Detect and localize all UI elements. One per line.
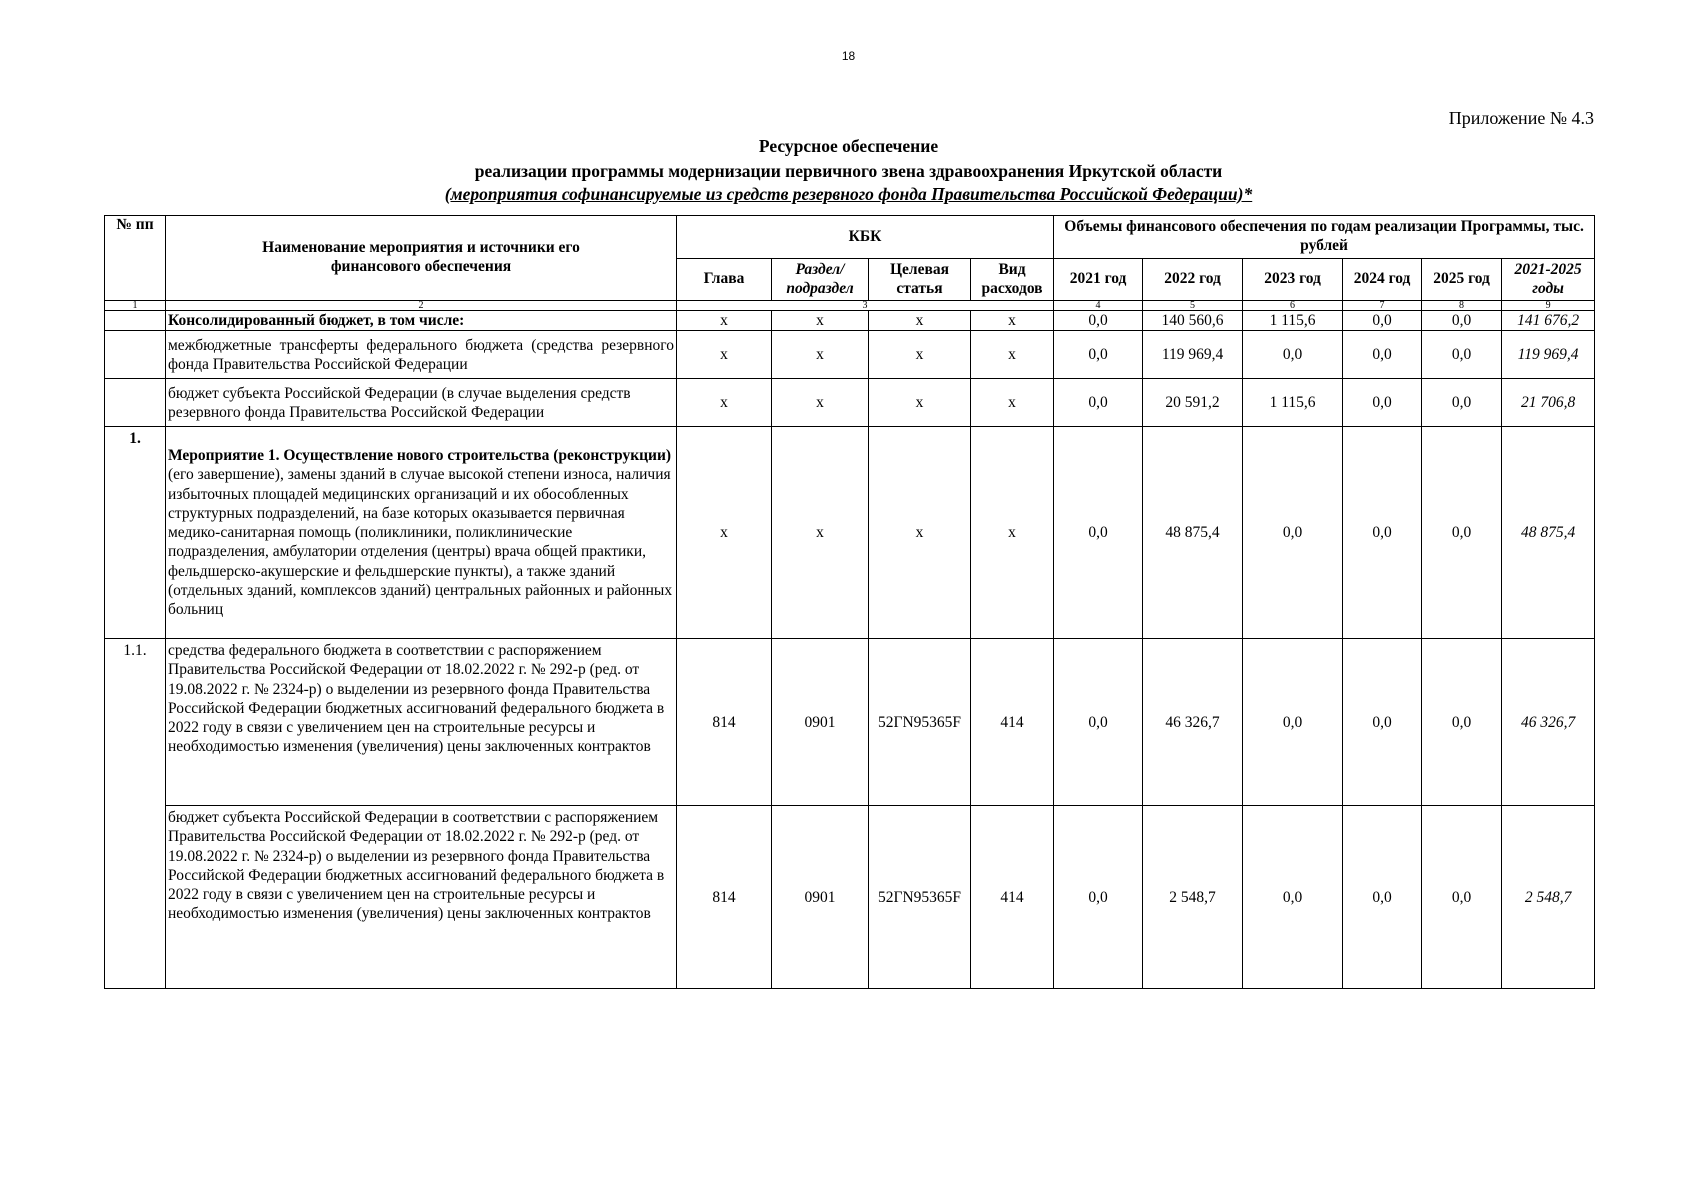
row-razdel: х bbox=[772, 311, 869, 331]
row-2025: 0,0 bbox=[1422, 806, 1502, 989]
row-num bbox=[105, 379, 166, 427]
header-num: № пп bbox=[105, 216, 166, 301]
row-2023: 1 115,6 bbox=[1243, 379, 1343, 427]
row-2023: 0,0 bbox=[1243, 331, 1343, 379]
row-num: 1. bbox=[105, 427, 166, 639]
row-razdel: х bbox=[772, 379, 869, 427]
row-total: 141 676,2 bbox=[1502, 311, 1595, 331]
row-2024: 0,0 bbox=[1343, 331, 1422, 379]
row-vid: х bbox=[971, 379, 1054, 427]
table-row bbox=[105, 379, 1595, 427]
row-num bbox=[105, 311, 166, 331]
row-vid: х bbox=[971, 427, 1054, 639]
row-name: бюджет субъекта Российской Федерации в соответствии с распоряжением Правительства Российской Федерации от 18.02.2022 г. № 292-р (ред. от 19.08.2022 г. № 2324-р) о выделении из резервного фонда Правительства Российской Федерации бюджетных ассигнований федерального бюджета в 2022 году в связи с увеличением цен на строительные ресурсы и необходимостью изменения (увеличения) цены заключенных контрактов bbox=[166, 806, 677, 989]
row-2024: 0,0 bbox=[1343, 427, 1422, 639]
row-2025: 0,0 bbox=[1422, 639, 1502, 806]
row-2025: 0,0 bbox=[1422, 427, 1502, 639]
row-razdel: х bbox=[772, 331, 869, 379]
header-vid: Вид расходов bbox=[971, 259, 1054, 301]
row-celevaya: х bbox=[869, 427, 971, 639]
row-vid: х bbox=[971, 331, 1054, 379]
row-razdel: х bbox=[772, 427, 869, 639]
row-2022: 46 326,7 bbox=[1143, 639, 1243, 806]
row-2023: 0,0 bbox=[1243, 806, 1343, 989]
header-glava: Глава bbox=[677, 259, 772, 301]
row-num: 1.1. bbox=[105, 639, 166, 989]
header-total: 2021-2025 годы bbox=[1502, 259, 1595, 301]
table-row bbox=[105, 639, 1595, 806]
row-2025: 0,0 bbox=[1422, 379, 1502, 427]
column-number-row bbox=[105, 301, 1595, 311]
column-number: 7 bbox=[1343, 301, 1422, 311]
header-name: Наименование мероприятия и источники его финансового обеспечения bbox=[166, 216, 677, 301]
row-vid: 414 bbox=[971, 639, 1054, 806]
row-2024: 0,0 bbox=[1343, 639, 1422, 806]
row-2021: 0,0 bbox=[1054, 331, 1143, 379]
row-glava: 814 bbox=[677, 806, 772, 989]
row-2024: 0,0 bbox=[1343, 311, 1422, 331]
document-subtitle-note: (мероприятия софинансируемые из средств резервного фонда Правительства Российской Федерации)* bbox=[444, 184, 1253, 204]
row-name: средства федерального бюджета в соответствии с распоряжением Правительства Российской Федерации от 18.02.2022 г. № 292-р (ред. от 19.08.2022 г. № 2324-р) о выделении из резервного фонда Правительства Российской Федерации бюджетных ассигнований федерального бюджета в 2022 году в связи с увеличением цен на строительные ресурсы и необходимостью изменения (увеличения) цены заключенных контрактов bbox=[166, 639, 677, 806]
row-total: 21 706,8 bbox=[1502, 379, 1595, 427]
header-2023: 2023 год bbox=[1243, 259, 1343, 301]
column-number: 2 bbox=[166, 301, 677, 311]
table-row bbox=[105, 806, 1595, 989]
row-2024: 0,0 bbox=[1343, 379, 1422, 427]
row-celevaya: х bbox=[869, 311, 971, 331]
row-glava: х bbox=[677, 427, 772, 639]
row-2023: 0,0 bbox=[1243, 639, 1343, 806]
row-total: 2 548,7 bbox=[1502, 806, 1595, 989]
row-2022: 140 560,6 bbox=[1143, 311, 1243, 331]
row-vid: 414 bbox=[971, 806, 1054, 989]
row-num bbox=[105, 331, 166, 379]
page-number: 18 bbox=[841, 49, 856, 63]
row-2022: 20 591,2 bbox=[1143, 379, 1243, 427]
appendix-label: Приложение № 4.3 bbox=[1448, 108, 1594, 128]
row-total: 46 326,7 bbox=[1502, 639, 1595, 806]
table-row bbox=[105, 311, 1595, 331]
row-vid: х bbox=[971, 311, 1054, 331]
column-number: 4 bbox=[1054, 301, 1143, 311]
row-2024: 0,0 bbox=[1343, 806, 1422, 989]
header-2024: 2024 год bbox=[1343, 259, 1422, 301]
row-total: 48 875,4 bbox=[1502, 427, 1595, 639]
row-2021: 0,0 bbox=[1054, 639, 1143, 806]
table-row bbox=[105, 427, 1595, 639]
header-2025: 2025 год bbox=[1422, 259, 1502, 301]
header-kbk: КБК bbox=[677, 216, 1054, 259]
column-number: 8 bbox=[1422, 301, 1502, 311]
row-2023: 1 115,6 bbox=[1243, 311, 1343, 331]
row-2025: 0,0 bbox=[1422, 311, 1502, 331]
row-2021: 0,0 bbox=[1054, 427, 1143, 639]
row-total: 119 969,4 bbox=[1502, 331, 1595, 379]
row-celevaya: 52ГN95365F bbox=[869, 639, 971, 806]
row-2023: 0,0 bbox=[1243, 427, 1343, 639]
row-2022: 119 969,4 bbox=[1143, 331, 1243, 379]
row-celevaya: х bbox=[869, 331, 971, 379]
row-glava: х bbox=[677, 379, 772, 427]
row-name-bold: Мероприятие 1. Осуществление нового строительства (реконструкции) bbox=[168, 447, 672, 465]
header-2021: 2021 год bbox=[1054, 259, 1143, 301]
row-name: Консолидированный бюджет, в том числе: bbox=[166, 311, 677, 331]
header-volumes: Объемы финансового обеспечения по годам реализации Программы, тыс. рублей bbox=[1054, 216, 1595, 259]
resource-table bbox=[104, 215, 1595, 989]
row-glava: 814 bbox=[677, 639, 772, 806]
document-title: Ресурсное обеспечение bbox=[758, 136, 939, 156]
row-razdel: 0901 bbox=[772, 806, 869, 989]
row-name-rest: (его завершение), замены зданий в случае высокой степени износа, наличия избыточных площадей медицинских организаций и их обособленных структурных подразделений, на базе которых оказывается первичная медико-санитарная помощь (поликлиники, поликлинические подразделения, амбулатории отделения (центры) врача общей практики, фельдшерско-акушерские и фельдшерские пункты), а также зданий (отдельных зданий, комплексов зданий) центральных районных и районных больниц bbox=[168, 466, 673, 618]
row-razdel: 0901 bbox=[772, 639, 869, 806]
row-2021: 0,0 bbox=[1054, 806, 1143, 989]
column-number: 1 bbox=[105, 301, 166, 311]
row-celevaya: х bbox=[869, 379, 971, 427]
header-2022: 2022 год bbox=[1143, 259, 1243, 301]
column-number: 9 bbox=[1502, 301, 1595, 311]
row-glava: х bbox=[677, 311, 772, 331]
row-celevaya: 52ГN95365F bbox=[869, 806, 971, 989]
row-2022: 2 548,7 bbox=[1143, 806, 1243, 989]
column-number: 5 bbox=[1143, 301, 1243, 311]
row-2025: 0,0 bbox=[1422, 331, 1502, 379]
row-2022: 48 875,4 bbox=[1143, 427, 1243, 639]
table-row bbox=[105, 331, 1595, 379]
row-2021: 0,0 bbox=[1054, 379, 1143, 427]
row-2021: 0,0 bbox=[1054, 311, 1143, 331]
row-name: межбюджетные трансферты федерального бюджета (средства резервного фонда Правительства Российской Федерации bbox=[166, 331, 677, 379]
column-number: 3 bbox=[677, 301, 1054, 311]
row-glava: х bbox=[677, 331, 772, 379]
header-celevaya: Целевая статья bbox=[869, 259, 971, 301]
column-number: 6 bbox=[1243, 301, 1343, 311]
header-razdel: Раздел/ подраздел bbox=[772, 259, 869, 301]
row-name bbox=[166, 427, 677, 639]
row-name: бюджет субъекта Российской Федерации (в случае выделения средств резервного фонда Правительства Российской Федерации bbox=[166, 379, 677, 427]
document-subtitle: реализации программы модернизации первичного звена здравоохранения Иркутской области bbox=[474, 161, 1223, 181]
